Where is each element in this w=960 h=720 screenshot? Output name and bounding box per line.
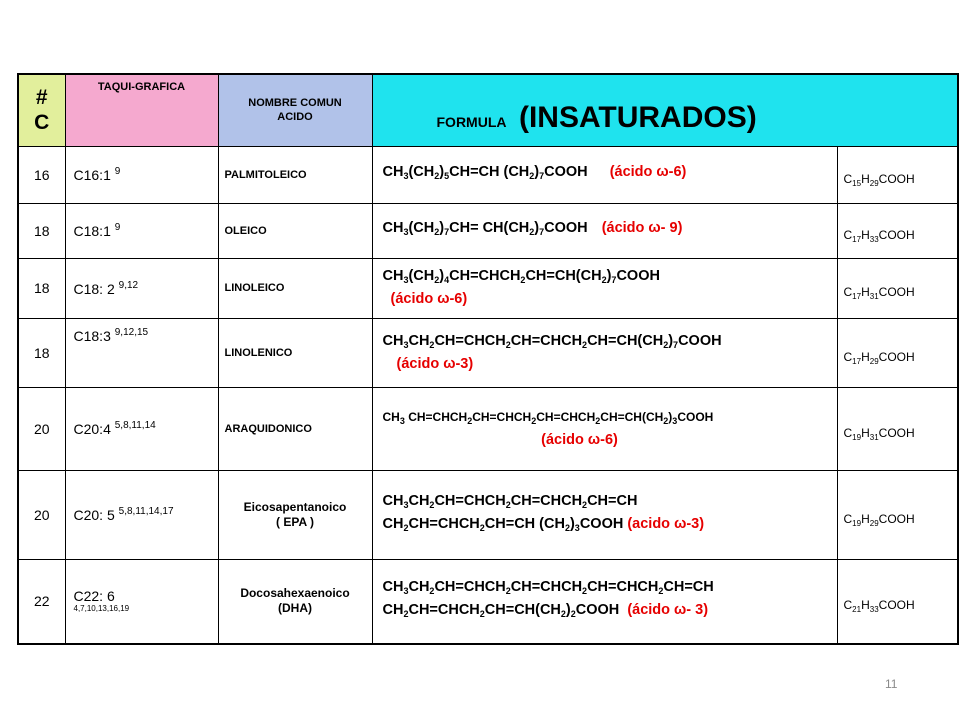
header-formula: [372, 74, 958, 146]
formula-text: $CH_3(CH_2)_4CH=CHCH_2CH=CH(CH_2)_7COOH$: [382, 268, 660, 285]
structural-formula: [372, 203, 837, 258]
table-row: [18, 318, 958, 387]
shorthand-main: C18: 2: [73, 280, 115, 297]
formula-text: $CH_3$ $CH=CHCH_2CH=CHCH_2CH=CHCH_2CH=CH(CH_2)_3COOH$: [382, 409, 714, 426]
common-name: [218, 559, 372, 644]
carbon-count: 16: [18, 146, 65, 203]
shorthand-notation: [65, 387, 218, 470]
table-row: [18, 559, 958, 644]
common-name: ARAQUIDONICO: [218, 387, 372, 470]
formula-text: $CH_3(CH_2)_7CH=$ $CH(CH_2)_7COOH$: [382, 220, 588, 237]
molecular-formula: $C_{21}H_{33}COOH$: [837, 559, 958, 644]
table-row: [18, 203, 958, 258]
table-row: [18, 146, 958, 203]
shorthand-notation: [65, 146, 218, 203]
structural-formula: [372, 559, 837, 644]
carbon-count: 18: [18, 318, 65, 387]
header-carbon-count: [18, 74, 65, 146]
double-bond-positions: 9: [114, 166, 121, 177]
omega-label: (ácido ω-3): [396, 355, 474, 372]
common-name-line2: (DHA): [278, 601, 312, 616]
structural-formula: [372, 318, 837, 387]
formula-text: $CH_3(CH_2)_5CH=CH$ $(CH_2)_7COOH$: [382, 164, 588, 181]
common-name: PALMITOLEICO: [218, 146, 372, 203]
fatty-acids-table: [17, 73, 959, 645]
header-row: [18, 74, 958, 146]
header-taqui-label: TAQUI-GRAFICA: [97, 81, 186, 93]
formula-text-line1: $CH_3CH_2CH=CHCH_2CH=CHCH_2CH=CHCH_2CH=CH$: [382, 579, 714, 597]
common-name: LINOLENICO: [218, 318, 372, 387]
double-bond-positions: 9: [114, 222, 121, 233]
omega-label: (ácido ω- 3): [627, 602, 709, 619]
header-taquigrafica: [65, 74, 218, 146]
formula-text: $CH_3CH_2CH=CHCH_2CH=CHCH_2CH=CH(CH_2)_7COOH$: [382, 332, 722, 350]
header-insaturados-label: (INSATURADOS): [518, 101, 757, 135]
omega-label: (ácido ω-6): [541, 431, 618, 448]
molecular-formula: $C_{17}H_{33}COOH$: [837, 203, 958, 258]
double-bond-positions: 9,12,15: [114, 326, 149, 338]
double-bond-positions: 4,7,10,13,16,19: [73, 604, 130, 614]
common-name: LINOLEICO: [218, 258, 372, 318]
structural-formula: [372, 146, 837, 203]
structural-formula: [372, 470, 837, 559]
table-row: [18, 470, 958, 559]
page-number: 11: [885, 677, 898, 691]
shorthand-notation: [65, 470, 218, 559]
carbon-count: 18: [18, 203, 65, 258]
shorthand-notation: [65, 318, 218, 387]
common-name: [218, 470, 372, 559]
formula-text-line1: $CH_3CH_2CH=CHCH_2CH=CHCH_2CH=CH$: [382, 492, 638, 510]
shorthand-notation: [65, 559, 218, 644]
common-name: OLEICO: [218, 203, 372, 258]
carbon-count: 18: [18, 258, 65, 318]
common-name-line1: Eicosapentanoico: [243, 499, 347, 514]
shorthand-main: C20: 5: [73, 507, 115, 523]
omega-label: (ácido ω-6): [609, 164, 687, 180]
structural-formula: [372, 387, 837, 470]
double-bond-positions: 9,12: [118, 279, 139, 291]
formula-text-line2: $CH_2CH=CHCH_2CH=CH(CH_2)_2COOH$ (ácido ω- 3): [382, 602, 709, 620]
header-formula-label: FORMULA: [436, 114, 507, 131]
carbon-count: 20: [18, 387, 65, 470]
molecular-formula: $C_{17}H_{31}COOH$: [837, 258, 958, 318]
shorthand-notation: [65, 258, 218, 318]
header-nombre-comun: [218, 74, 372, 146]
header-c-line2: C: [34, 111, 50, 135]
double-bond-positions: 5,8,11,14,17: [118, 506, 174, 517]
molecular-formula: $C_{19}H_{29}COOH$: [837, 470, 958, 559]
table-row: [18, 387, 958, 470]
double-bond-positions: 5,8,11,14: [114, 420, 156, 431]
table-row: [18, 258, 958, 318]
shorthand-main: C16:1: [73, 167, 111, 183]
common-name-line2: ( EPA ): [276, 514, 314, 529]
molecular-formula: $C_{19}H_{31}COOH$: [837, 387, 958, 470]
header-nombre-line1: NOMBRE COMUN: [248, 97, 342, 110]
carbon-count: 22: [18, 559, 65, 644]
omega-label: (ácido ω-6): [390, 291, 468, 307]
omega-label: (acido ω-3): [627, 515, 705, 532]
shorthand-notation: [65, 203, 218, 258]
omega-label: (ácido ω- 9): [601, 220, 683, 236]
formula-text-line2: $CH_2CH=CHCH_2CH=CH$ $(CH_2)_3COOH$ (acido ω-3): [382, 515, 705, 533]
header-nombre-line2: ACIDO: [277, 111, 313, 124]
shorthand-main: C18:1: [73, 223, 111, 239]
shorthand-main: C20:4: [73, 421, 111, 437]
header-c-line1: #: [35, 86, 48, 110]
molecular-formula: $C_{17}H_{29}COOH$: [837, 318, 958, 387]
molecular-formula: $C_{15}H_{29}COOH$: [837, 146, 958, 203]
shorthand-main: C22: 6: [73, 588, 115, 605]
common-name-line1: Docosahexaenoico: [240, 586, 350, 601]
shorthand-main: C18:3: [73, 327, 111, 344]
carbon-count: 20: [18, 470, 65, 559]
structural-formula: [372, 258, 837, 318]
